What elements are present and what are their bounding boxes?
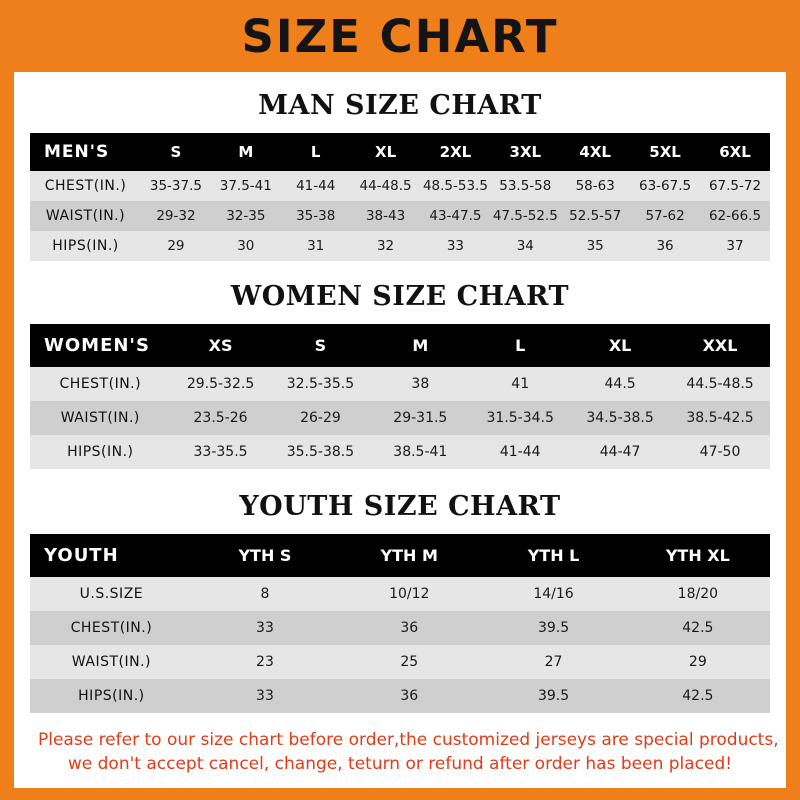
man-row-1-cell-0: 29-32 — [156, 208, 196, 224]
women-row-2-cell-3: 41-44 — [499, 444, 541, 460]
table-row — [30, 367, 770, 401]
youth-header-cell-2: YTH M — [380, 546, 438, 565]
man-table-body — [30, 171, 770, 261]
women-header-cell-1: XS — [208, 336, 233, 355]
youth-row-0-cell-0: 8 — [260, 586, 270, 602]
man-header-cell-9: 6XL — [719, 143, 751, 161]
man-row-2-cell-6: 35 — [586, 238, 604, 254]
women-header-cell-3: M — [412, 336, 429, 355]
bottom-band — [0, 788, 800, 800]
man-section-title: MAN SIZE CHART — [258, 90, 542, 121]
women-header-cell-6: XXL — [702, 336, 738, 355]
man-row-0-cell-2: 41-44 — [296, 178, 336, 194]
youth-row-1-cell-3: 42.5 — [682, 620, 714, 636]
women-row-1-cell-5: 38.5-42.5 — [686, 410, 754, 426]
women-header-cell-2: S — [314, 336, 327, 355]
women-row-1-cell-1: 26-29 — [300, 410, 341, 426]
table-row — [30, 201, 770, 231]
man-row-2-cell-1: 30 — [237, 238, 255, 254]
table-row — [30, 231, 770, 261]
youth-row-2-label: WAIST(IN.) — [71, 654, 151, 670]
youth-row-3-cell-2: 39.5 — [537, 688, 570, 704]
youth-row-2-cell-1: 25 — [400, 654, 419, 670]
footer-note-line-2: we don't accept cancel, change, teturn or refund after order has been placed! — [67, 753, 733, 774]
man-table-head — [30, 133, 770, 171]
man-header-cell-7: 4XL — [579, 143, 611, 161]
man-row-2-label: HIPS(IN.) — [52, 238, 119, 254]
women-row-1-cell-3: 31.5-34.5 — [486, 410, 554, 426]
table-row — [30, 401, 770, 435]
youth-row-3-cell-1: 36 — [400, 688, 419, 704]
women-header-row — [30, 324, 770, 367]
youth-header-cell-1: YTH S — [238, 546, 292, 565]
man-header-cell-8: 5XL — [649, 143, 681, 161]
man-row-2-cell-8: 37 — [726, 238, 744, 254]
table-row — [30, 679, 770, 713]
women-header-cell-4: L — [515, 336, 526, 355]
man-row-2-cell-5: 34 — [516, 238, 534, 254]
youth-row-2-cell-0: 23 — [256, 654, 274, 670]
man-row-2-cell-4: 33 — [446, 238, 465, 254]
youth-row-1-cell-1: 36 — [400, 620, 419, 636]
women-section-title: WOMEN SIZE CHART — [230, 281, 570, 312]
youth-row-1-cell-2: 39.5 — [537, 620, 570, 636]
man-row-1-cell-3: 38-43 — [365, 208, 406, 224]
youth-row-2-cell-2: 27 — [544, 654, 563, 670]
youth-table-head — [30, 534, 770, 577]
table-row — [30, 611, 770, 645]
youth-row-0-cell-1: 10/12 — [389, 586, 430, 602]
youth-header-cell-0: YOUTH — [44, 545, 119, 566]
youth-row-3-label: HIPS(IN.) — [78, 688, 145, 704]
women-row-2-cell-1: 35.5-38.5 — [286, 444, 355, 460]
man-row-2-cell-2: 31 — [307, 238, 325, 254]
women-row-0-cell-3: 41 — [511, 376, 530, 392]
youth-row-1-cell-0: 33 — [256, 620, 274, 636]
youth-size-table — [30, 534, 770, 713]
man-row-1-cell-7: 57-62 — [645, 208, 685, 224]
women-header-cell-0: WOMEN'S — [44, 335, 150, 356]
youth-header-cell-3: YTH L — [527, 546, 580, 565]
table-row — [30, 435, 770, 469]
women-row-1-cell-4: 34.5-38.5 — [586, 410, 654, 426]
man-header-cell-3: L — [310, 143, 321, 161]
youth-table-body — [30, 577, 770, 713]
women-size-table — [30, 324, 770, 469]
man-row-1-cell-8: 62-66.5 — [708, 208, 762, 224]
man-row-1-cell-4: 43-47.5 — [429, 208, 482, 224]
table-row — [30, 645, 770, 679]
man-header-cell-2: M — [238, 143, 254, 161]
man-row-0-cell-3: 44-48.5 — [359, 178, 412, 194]
chart-content — [14, 90, 786, 777]
man-row-2-cell-7: 36 — [656, 238, 674, 254]
page-title: SIZE CHART — [241, 9, 559, 63]
women-row-2-cell-5: 47-50 — [699, 444, 741, 460]
man-header-cell-5: 2XL — [439, 143, 472, 161]
man-row-0-cell-8: 67.5-72 — [708, 178, 762, 194]
women-row-0-cell-5: 44.5-48.5 — [686, 376, 754, 392]
man-row-1-cell-6: 52.5-57 — [569, 208, 622, 224]
women-header-cell-5: XL — [608, 336, 632, 355]
women-row-0-cell-2: 38 — [411, 376, 430, 392]
youth-header-cell-4: YTH XL — [665, 546, 730, 565]
man-header-cell-1: S — [170, 143, 182, 161]
man-row-0-cell-5: 53.5-58 — [499, 178, 552, 194]
women-table-head — [30, 324, 770, 367]
man-row-0-cell-1: 37.5-41 — [219, 178, 272, 194]
man-row-1-cell-5: 47.5-52.5 — [492, 208, 558, 224]
youth-row-1-label: CHEST(IN.) — [70, 620, 153, 636]
women-row-0-cell-1: 32.5-35.5 — [286, 376, 355, 392]
man-row-1-cell-2: 35-38 — [296, 208, 336, 224]
table-row — [30, 577, 770, 611]
women-row-1-cell-0: 23.5-26 — [193, 410, 248, 426]
women-row-0-cell-4: 44.5 — [604, 376, 636, 392]
youth-row-0-label: U.S.SIZE — [79, 586, 144, 602]
footer-note-line-1: Please refer to our size chart before order,the customized jerseys are special products, — [38, 730, 779, 750]
youth-row-3-cell-0: 33 — [256, 688, 274, 704]
youth-section-title: YOUTH SIZE CHART — [239, 491, 561, 522]
man-row-0-cell-0: 35-37.5 — [149, 178, 202, 194]
women-row-1-label: WAIST(IN.) — [60, 410, 140, 426]
man-header-cell-0: MEN'S — [44, 142, 110, 162]
youth-row-2-cell-3: 29 — [688, 654, 707, 670]
women-row-0-cell-0: 29.5-32.5 — [186, 376, 255, 392]
women-row-0-label: CHEST(IN.) — [59, 376, 142, 392]
women-row-2-label: HIPS(IN.) — [67, 444, 134, 460]
man-row-2-cell-0: 29 — [167, 238, 185, 254]
youth-row-0-cell-2: 14/16 — [533, 586, 574, 602]
man-header-row — [30, 133, 770, 171]
man-row-0-cell-7: 63-67.5 — [639, 178, 692, 194]
man-size-table — [30, 133, 770, 261]
women-table-body — [30, 367, 770, 469]
women-row-1-cell-2: 29-31.5 — [393, 410, 448, 426]
women-row-2-cell-2: 38.5-41 — [393, 444, 448, 460]
man-row-2-cell-3: 32 — [376, 238, 395, 254]
youth-header-row — [30, 534, 770, 577]
man-row-0-label: CHEST(IN.) — [44, 178, 127, 194]
youth-row-0-cell-3: 18/20 — [677, 586, 719, 602]
man-row-0-cell-6: 58-63 — [575, 178, 615, 194]
man-row-1-label: WAIST(IN.) — [45, 208, 126, 224]
man-row-1-cell-1: 32-35 — [226, 208, 266, 224]
header-band — [0, 0, 800, 72]
man-header-cell-4: XL — [375, 143, 397, 161]
women-row-2-cell-0: 33-35.5 — [193, 444, 248, 460]
women-row-2-cell-4: 44-47 — [599, 444, 641, 460]
man-header-cell-6: 3XL — [509, 143, 542, 161]
footer-note — [30, 729, 779, 777]
table-row — [30, 171, 770, 201]
man-row-0-cell-4: 48.5-53.5 — [422, 178, 488, 194]
youth-row-3-cell-3: 42.5 — [682, 688, 714, 704]
